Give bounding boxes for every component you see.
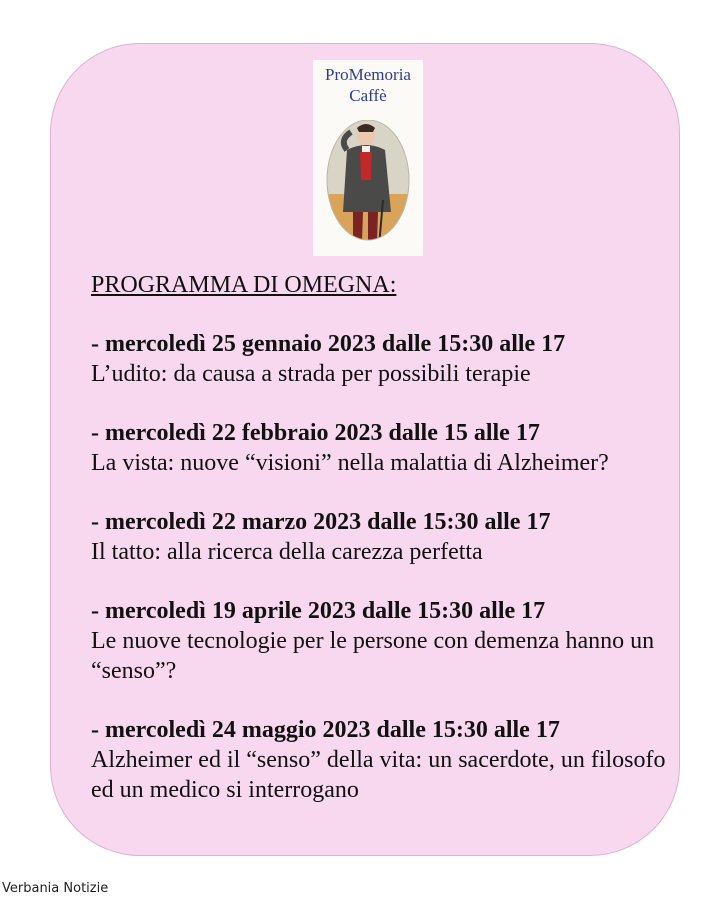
event-item [91, 418, 681, 478]
event-date: - mercoledì 24 maggio 2023 dalle 15:30 alle 17 [91, 717, 560, 743]
program-content [91, 270, 681, 834]
logo-line-1: ProMemoria [325, 65, 411, 84]
event-item [91, 596, 681, 686]
man-with-cane-icon [313, 120, 423, 256]
event-title: La vista: nuove “visioni” nella malattia di Alzheimer? [91, 450, 609, 476]
program-heading: PROGRAMMA DI OMEGNA: [91, 272, 397, 298]
event-title: Il tatto: alla ricerca della carezza perfetta [91, 539, 483, 565]
promemoria-logo [313, 60, 423, 256]
event-title: Alzheimer ed il “senso” della vita: un sacerdote, un filosofo ed un medico si interrogano [91, 747, 666, 803]
event-title: L’udito: da causa a strada per possibili terapie [91, 361, 531, 387]
event-date: - mercoledì 19 aprile 2023 dalle 15:30 alle 17 [91, 598, 546, 624]
logo-line-2: Caffè [349, 86, 387, 105]
watermark-text: Verbania Notizie [2, 881, 109, 896]
event-item [91, 329, 681, 389]
event-date: - mercoledì 22 marzo 2023 dalle 15:30 alle 17 [91, 509, 551, 535]
event-title: Le nuove tecnologie per le persone con demenza hanno un “senso”? [91, 628, 655, 684]
event-date: - mercoledì 22 febbraio 2023 dalle 15 alle 17 [91, 420, 540, 446]
event-date: - mercoledì 25 gennaio 2023 dalle 15:30 alle 17 [91, 331, 566, 357]
event-item [91, 715, 681, 805]
event-item [91, 507, 681, 567]
logo-title [313, 64, 423, 106]
